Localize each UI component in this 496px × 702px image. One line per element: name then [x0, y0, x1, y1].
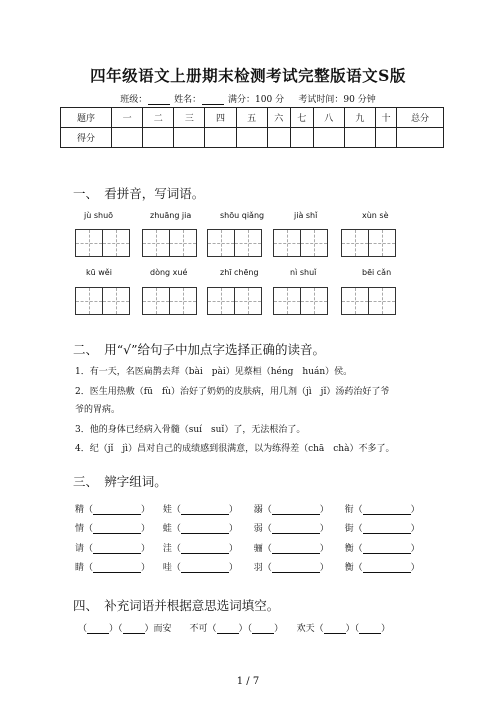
answer-blank[interactable]	[93, 505, 141, 515]
text: ）（	[109, 624, 123, 634]
score-input-cell[interactable]	[344, 128, 375, 148]
writing-grid[interactable]	[207, 229, 262, 257]
char: 请	[75, 544, 85, 554]
score-cell: 得分	[61, 128, 112, 148]
exam-time: 考试时间：90 分钟	[298, 95, 376, 105]
score-cell: 九	[344, 108, 375, 128]
answer-blank[interactable]	[272, 505, 320, 515]
answer-blank[interactable]	[181, 563, 229, 573]
exam-info	[0, 92, 496, 105]
pinyin: zhuāng jia	[150, 211, 192, 220]
char: 衔	[344, 505, 354, 515]
section-3-heading: 三、 辨字组词。	[73, 474, 167, 489]
pinyin: zhī chēng	[220, 268, 259, 277]
score-cell: 总分	[397, 108, 444, 128]
pinyin: jià shǐ	[294, 211, 318, 220]
pinyin: jù shuō	[84, 211, 114, 220]
char: 衡	[344, 563, 354, 573]
answer-blank[interactable]	[363, 563, 411, 573]
score-cell: 七	[290, 108, 313, 128]
writing-grid[interactable]	[142, 287, 197, 315]
score-input-cell[interactable]	[290, 128, 313, 148]
name-blank	[202, 95, 224, 105]
page-title: 四年级语文上册期末检测考试完整版语文S版	[90, 66, 406, 85]
answer-blank[interactable]	[87, 624, 109, 634]
score-cell: 三	[174, 108, 205, 128]
score-input-cell[interactable]	[112, 128, 143, 148]
answer-blank[interactable]	[93, 524, 141, 534]
char: 睛	[75, 563, 85, 573]
word-group-row: 请（ ） 洼（ ） 骊（ ） 衡（ ）	[75, 544, 420, 554]
answer-blank[interactable]	[181, 505, 229, 515]
char: 衡	[344, 544, 354, 554]
score-input-cell[interactable]	[397, 128, 444, 148]
text: ）（	[238, 624, 253, 634]
writing-grid[interactable]	[273, 229, 328, 257]
answer-blank[interactable]	[359, 624, 381, 634]
section-4-heading: 四、 补充词语并根据意思选词填空。	[73, 598, 280, 613]
answer-blank[interactable]	[363, 544, 411, 554]
answer-blank[interactable]	[181, 524, 229, 534]
char: 羽	[253, 563, 263, 573]
score-input-cell[interactable]	[236, 128, 267, 148]
word-group-row: 睛（ ） 哇（ ） 羽（ ） 衡（ ）	[75, 563, 420, 573]
class-blank	[148, 95, 170, 105]
score-cell: 五	[236, 108, 267, 128]
pinyin: kū wěi	[86, 268, 112, 277]
answer-blank[interactable]	[272, 563, 320, 573]
writing-grid[interactable]	[207, 287, 262, 315]
char: 哇	[162, 563, 172, 573]
score-input-cell[interactable]	[174, 128, 205, 148]
score-cell: 四	[205, 108, 236, 128]
char: 蛙	[162, 524, 172, 534]
page-number: 1 / 7	[236, 676, 260, 687]
score-value-row	[61, 128, 444, 148]
score-input-cell[interactable]	[313, 128, 344, 148]
text: ）	[381, 624, 391, 634]
score-table	[60, 107, 444, 148]
answer-blank[interactable]	[93, 544, 141, 554]
writing-grid[interactable]	[341, 229, 396, 257]
char: 洼	[162, 544, 172, 554]
pinyin: nì shuǐ	[290, 268, 317, 277]
score-input-cell[interactable]	[376, 128, 397, 148]
class-label: 班级：	[120, 95, 148, 105]
question-line: 1．有一天，名医扁鹊去拜（bài pài）见蔡桓（héng huán）侯。	[75, 367, 353, 377]
writing-grid[interactable]	[273, 287, 328, 315]
char: 精	[75, 505, 85, 515]
writing-grid[interactable]	[75, 229, 130, 257]
score-input-cell[interactable]	[267, 128, 290, 148]
char: 骊	[253, 544, 263, 554]
score-cell: 题序	[61, 108, 112, 128]
question-line: 爷的胃病。	[75, 405, 121, 415]
writing-grid[interactable]	[341, 287, 396, 315]
char: 街	[344, 524, 354, 534]
score-cell: 八	[313, 108, 344, 128]
text: ）而安 不可（	[144, 624, 217, 634]
answer-blank[interactable]	[272, 524, 320, 534]
answer-blank[interactable]	[324, 624, 346, 634]
char: 溺	[253, 505, 263, 515]
char: 情	[75, 524, 85, 534]
pinyin: dòng xué	[150, 268, 188, 277]
pinyin: xùn sè	[362, 211, 389, 220]
idiom-line	[78, 621, 390, 634]
section-2-heading: 二、 用“√”给句子中加点字选择正确的读音。	[73, 342, 325, 357]
answer-blank[interactable]	[252, 624, 274, 634]
word-group-row: 情（ ） 蛙（ ） 弱（ ） 街（ ）	[75, 524, 420, 534]
word-group-row: 精（ ） 娃（ ） 溺（ ） 衔（ ）	[75, 505, 420, 515]
answer-blank[interactable]	[272, 544, 320, 554]
score-input-cell[interactable]	[205, 128, 236, 148]
text: （	[78, 624, 88, 634]
score-input-cell[interactable]	[143, 128, 174, 148]
name-label: 姓名：	[174, 95, 202, 105]
question-line: 3．他的身体已经病入骨髓（suí suǐ）了，无法根治了。	[75, 425, 306, 435]
answer-blank[interactable]	[123, 624, 145, 634]
writing-grid[interactable]	[142, 229, 197, 257]
question-line: 2．医生用热敷（fū fù）治好了奶奶的皮肤病，用几剂（jì jǐ）汤药治好了爷	[75, 387, 390, 397]
section-1-heading: 一、 看拼音，写词语。	[73, 186, 205, 201]
text: ） 欢天（	[274, 624, 324, 634]
score-cell: 一	[112, 108, 143, 128]
answer-blank[interactable]	[363, 505, 411, 515]
score-header-row	[61, 108, 444, 128]
answer-blank[interactable]	[217, 624, 239, 634]
question-line: 4．纪（jǐ jì）昌对自己的成绩感到很满意，以为练得差（chā chà）不多了。	[75, 444, 395, 454]
answer-blank[interactable]	[181, 544, 229, 554]
char: 娃	[162, 505, 172, 515]
pinyin: bēi cǎn	[362, 268, 392, 277]
answer-blank[interactable]	[363, 524, 411, 534]
full-score: 满分：100 分	[228, 95, 285, 105]
answer-blank[interactable]	[93, 563, 141, 573]
score-cell: 二	[143, 108, 174, 128]
score-cell: 六	[267, 108, 290, 128]
text: ）（	[345, 624, 360, 634]
pinyin: shōu qiǎng	[220, 211, 265, 220]
score-cell: 十	[376, 108, 397, 128]
writing-grid[interactable]	[75, 287, 130, 315]
char: 弱	[253, 524, 263, 534]
